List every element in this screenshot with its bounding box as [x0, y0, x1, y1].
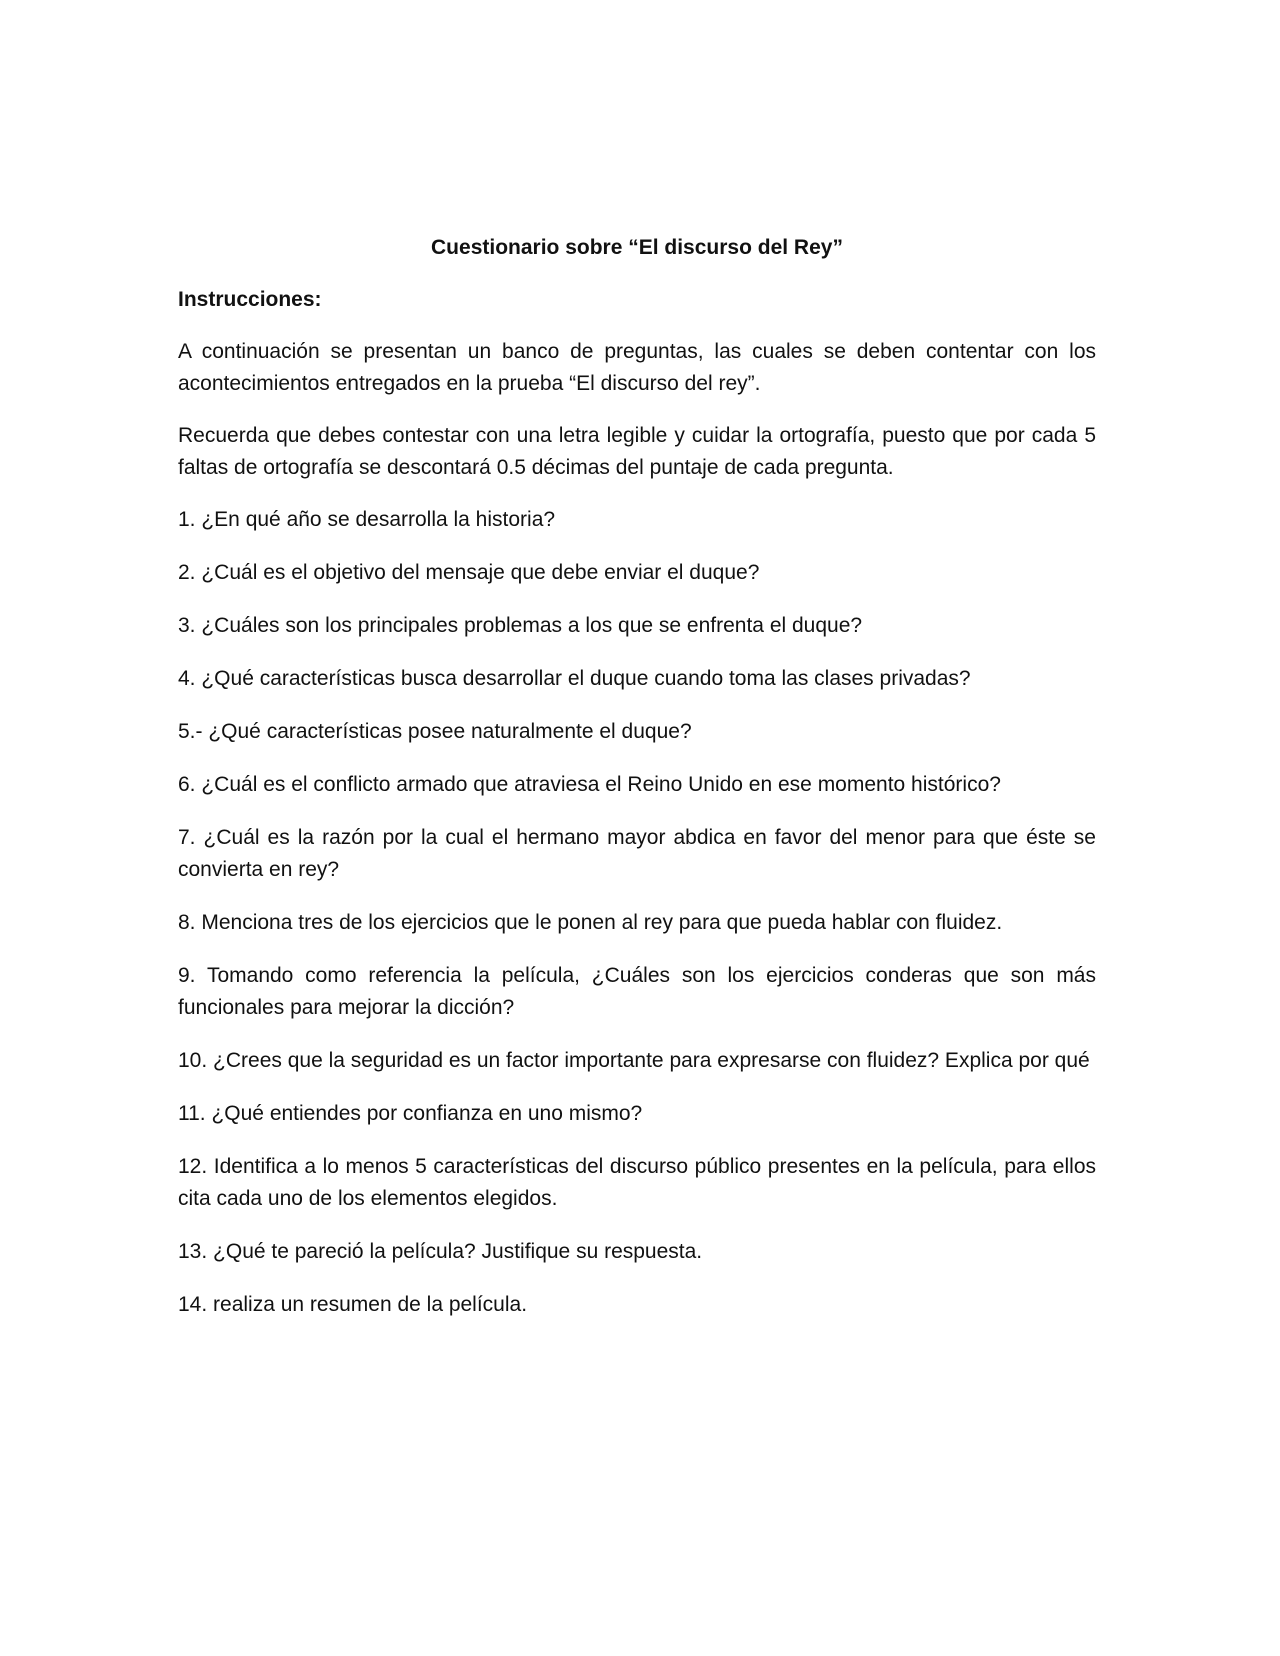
question-item: 4. ¿Qué características busca desarrollar el duque cuando toma las clases privadas? — [178, 667, 971, 690]
question-item: 12. Identifica a lo menos 5 características del discurso público presentes en la película, para ellos cita cada uno de los elementos elegidos. — [178, 1155, 1096, 1210]
question-item: 3. ¿Cuáles son los principales problemas a los que se enfrenta el duque? — [178, 614, 863, 637]
question-item: 13. ¿Qué te pareció la película? Justifique su respuesta. — [178, 1240, 703, 1263]
question-item: 5.- ¿Qué características posee naturalmente el duque? — [178, 720, 692, 743]
question-item: 6. ¿Cuál es el conflicto armado que atraviesa el Reino Unido en ese momento histórico? — [178, 773, 1001, 796]
document-title: Cuestionario sobre “El discurso del Rey” — [431, 236, 843, 259]
question-item: 10. ¿Crees que la seguridad es un factor importante para expresarse con fluidez? Explica por qué — [178, 1049, 1090, 1072]
document-body — [178, 232, 1096, 1342]
question-item: 8. Menciona tres de los ejercicios que le ponen al rey para que pueda hablar con fluidez. — [178, 911, 1003, 934]
question-list — [178, 504, 1096, 1321]
question-item: 11. ¿Qué entiendes por confianza en uno mismo? — [178, 1102, 643, 1125]
question-item: 2. ¿Cuál es el objetivo del mensaje que debe enviar el duque? — [178, 561, 760, 584]
question-item: 9. Tomando como referencia la película, ¿Cuáles son los ejercicios conderas que son más funcionales para mejorar la dicción? — [178, 964, 1096, 1019]
instructions-paragraph: A continuación se presentan un banco de preguntas, las cuales se deben contentar con los acontecimientos entregados en la prueba “El discurso del rey”. — [178, 340, 1096, 395]
spelling-paragraph: Recuerda que debes contestar con una letra legible y cuidar la ortografía, puesto que por cada 5 faltas de ortografía se descontará 0.5 décimas del puntaje de cada pregunta. — [178, 424, 1096, 479]
question-item: 1. ¿En qué año se desarrolla la historia? — [178, 508, 556, 531]
question-item: 7. ¿Cuál es la razón por la cual el hermano mayor abdica en favor del menor para que éste se convierta en rey? — [178, 826, 1096, 881]
instructions-heading: Instrucciones: — [178, 288, 322, 311]
question-item: 14. realiza un resumen de la película. — [178, 1293, 528, 1316]
